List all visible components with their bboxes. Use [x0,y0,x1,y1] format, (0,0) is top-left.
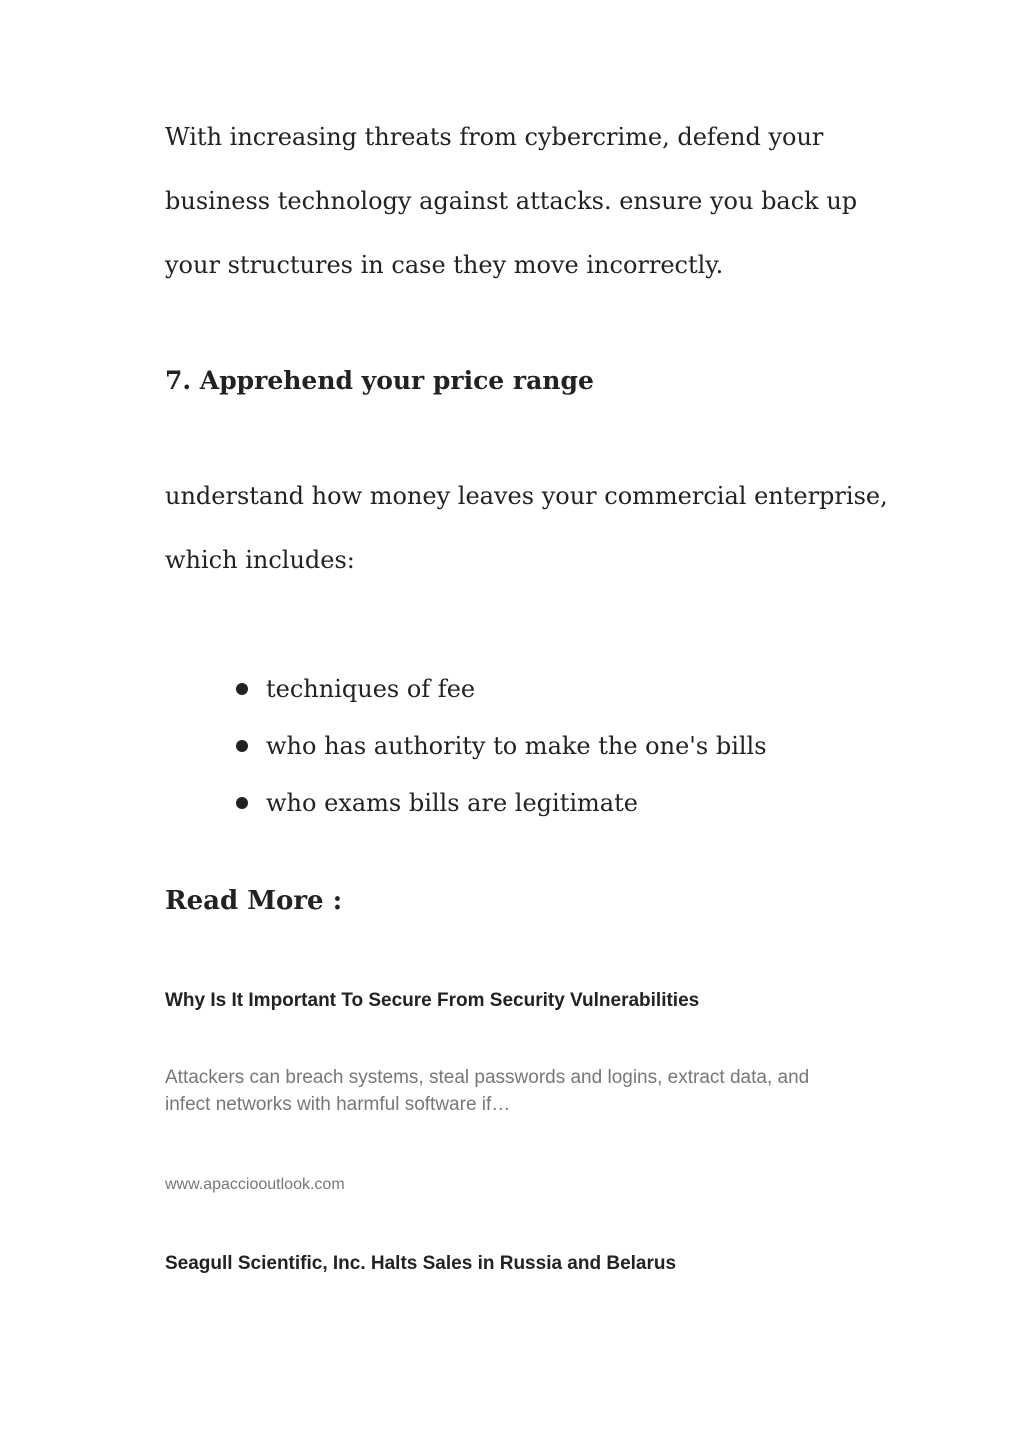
bullet-icon [236,683,248,695]
list-item [236,660,767,717]
link-title-security-vulnerabilities[interactable]: Why Is It Important To Secure From Security Vulnerabilities [165,990,700,1011]
list-item-text: who has authority to make the one's bills [266,731,767,760]
section-line-1: understand how money leaves your commercial enterprise, [165,482,888,510]
intro-line-3: your structures in case they move incorrectly. [165,251,724,279]
list-item [236,774,767,831]
bullet-icon [236,797,248,809]
link-url[interactable]: www.apacciooutlook.com [165,1176,345,1193]
read-more-heading: Read More : [165,886,343,916]
section-line-2: which includes: [165,546,355,574]
list-item-text: techniques of fee [266,674,476,703]
section-heading: 7. Apprehend your price range [165,366,594,395]
bullet-list [236,660,767,831]
link-title-seagull-scientific[interactable]: Seagull Scientific, Inc. Halts Sales in Russia and Belarus [165,1253,677,1274]
list-item-text: who exams bills are legitimate [266,788,638,817]
link-description: Attackers can breach systems, steal passwords and logins, extract data, and infect networks with harmful software if… [165,1067,810,1115]
bullet-icon [236,740,248,752]
intro-line-2: business technology against attacks. ensure you back up [165,187,858,215]
intro-line-1: With increasing threats from cybercrime, defend your [165,123,824,151]
list-item [236,717,767,774]
